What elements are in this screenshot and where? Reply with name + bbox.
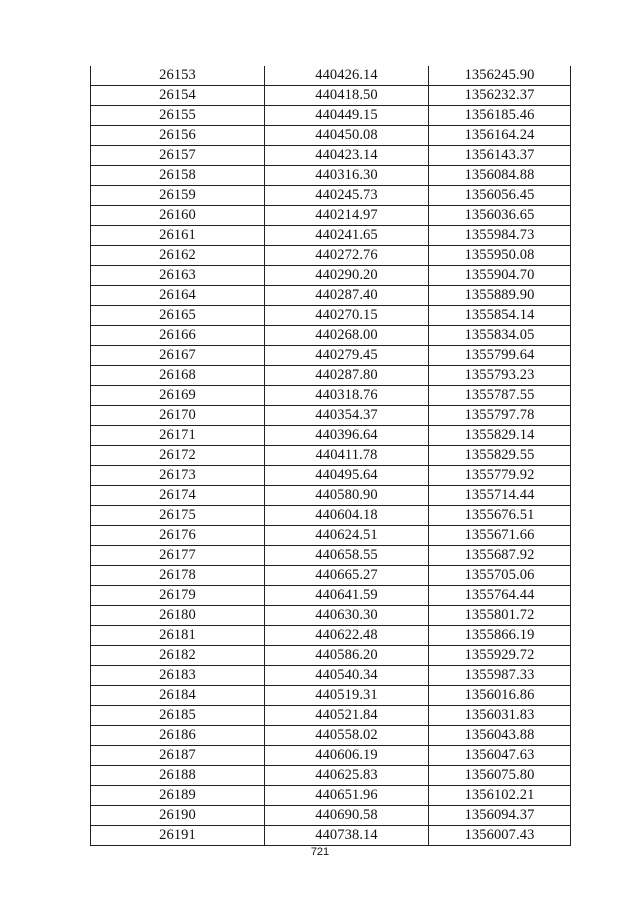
coordinates-table xyxy=(90,66,571,846)
point-id-cell: 26188 xyxy=(91,766,265,786)
x-coordinate-cell: 440279.45 xyxy=(265,346,429,366)
y-coordinate-cell: 1355705.06 xyxy=(429,566,571,586)
coordinates-table-body xyxy=(91,66,571,846)
y-coordinate-cell: 1356143.37 xyxy=(429,146,571,166)
y-coordinate-cell: 1356185.46 xyxy=(429,106,571,126)
table-row xyxy=(91,306,571,326)
x-coordinate-cell: 440354.37 xyxy=(265,406,429,426)
point-id-cell: 26155 xyxy=(91,106,265,126)
point-id-cell: 26159 xyxy=(91,186,265,206)
x-coordinate-cell: 440245.73 xyxy=(265,186,429,206)
x-coordinate-cell: 440586.20 xyxy=(265,646,429,666)
y-coordinate-cell: 1356043.88 xyxy=(429,726,571,746)
point-id-cell: 26160 xyxy=(91,206,265,226)
point-id-cell: 26183 xyxy=(91,666,265,686)
table-row xyxy=(91,806,571,826)
y-coordinate-cell: 1355904.70 xyxy=(429,266,571,286)
point-id-cell: 26163 xyxy=(91,266,265,286)
table-row xyxy=(91,226,571,246)
table-row xyxy=(91,706,571,726)
table-row xyxy=(91,546,571,566)
x-coordinate-cell: 440651.96 xyxy=(265,786,429,806)
table-row xyxy=(91,366,571,386)
y-coordinate-cell: 1355984.73 xyxy=(429,226,571,246)
table-row xyxy=(91,526,571,546)
x-coordinate-cell: 440738.14 xyxy=(265,826,429,846)
x-coordinate-cell: 440411.78 xyxy=(265,446,429,466)
y-coordinate-cell: 1356036.65 xyxy=(429,206,571,226)
table-row xyxy=(91,146,571,166)
point-id-cell: 26177 xyxy=(91,546,265,566)
y-coordinate-cell: 1355787.55 xyxy=(429,386,571,406)
x-coordinate-cell: 440690.58 xyxy=(265,806,429,826)
x-coordinate-cell: 440241.65 xyxy=(265,226,429,246)
y-coordinate-cell: 1355834.05 xyxy=(429,326,571,346)
point-id-cell: 26158 xyxy=(91,166,265,186)
table-row xyxy=(91,606,571,626)
table-row xyxy=(91,166,571,186)
point-id-cell: 26180 xyxy=(91,606,265,626)
x-coordinate-cell: 440540.34 xyxy=(265,666,429,686)
x-coordinate-cell: 440449.15 xyxy=(265,106,429,126)
point-id-cell: 26156 xyxy=(91,126,265,146)
table-row xyxy=(91,66,571,86)
x-coordinate-cell: 440318.76 xyxy=(265,386,429,406)
x-coordinate-cell: 440423.14 xyxy=(265,146,429,166)
x-coordinate-cell: 440214.97 xyxy=(265,206,429,226)
point-id-cell: 26164 xyxy=(91,286,265,306)
x-coordinate-cell: 440521.84 xyxy=(265,706,429,726)
point-id-cell: 26181 xyxy=(91,626,265,646)
x-coordinate-cell: 440519.31 xyxy=(265,686,429,706)
x-coordinate-cell: 440604.18 xyxy=(265,506,429,526)
point-id-cell: 26173 xyxy=(91,466,265,486)
point-id-cell: 26174 xyxy=(91,486,265,506)
table-row xyxy=(91,86,571,106)
x-coordinate-cell: 440658.55 xyxy=(265,546,429,566)
table-row xyxy=(91,326,571,346)
table-row xyxy=(91,286,571,306)
y-coordinate-cell: 1355801.72 xyxy=(429,606,571,626)
point-id-cell: 26166 xyxy=(91,326,265,346)
x-coordinate-cell: 440624.51 xyxy=(265,526,429,546)
x-coordinate-cell: 440270.15 xyxy=(265,306,429,326)
y-coordinate-cell: 1356031.83 xyxy=(429,706,571,726)
x-coordinate-cell: 440580.90 xyxy=(265,486,429,506)
x-coordinate-cell: 440290.20 xyxy=(265,266,429,286)
table-row xyxy=(91,466,571,486)
point-id-cell: 26179 xyxy=(91,586,265,606)
y-coordinate-cell: 1356007.43 xyxy=(429,826,571,846)
table-row xyxy=(91,626,571,646)
table-row xyxy=(91,506,571,526)
table-row xyxy=(91,826,571,846)
table-row xyxy=(91,726,571,746)
x-coordinate-cell: 440268.00 xyxy=(265,326,429,346)
y-coordinate-cell: 1355779.92 xyxy=(429,466,571,486)
point-id-cell: 26190 xyxy=(91,806,265,826)
point-id-cell: 26171 xyxy=(91,426,265,446)
point-id-cell: 26182 xyxy=(91,646,265,666)
table-row xyxy=(91,426,571,446)
table-row xyxy=(91,746,571,766)
point-id-cell: 26175 xyxy=(91,506,265,526)
point-id-cell: 26162 xyxy=(91,246,265,266)
x-coordinate-cell: 440418.50 xyxy=(265,86,429,106)
x-coordinate-cell: 440396.64 xyxy=(265,426,429,446)
table-row xyxy=(91,766,571,786)
x-coordinate-cell: 440622.48 xyxy=(265,626,429,646)
x-coordinate-cell: 440630.30 xyxy=(265,606,429,626)
point-id-cell: 26191 xyxy=(91,826,265,846)
x-coordinate-cell: 440665.27 xyxy=(265,566,429,586)
y-coordinate-cell: 1355797.78 xyxy=(429,406,571,426)
point-id-cell: 26185 xyxy=(91,706,265,726)
x-coordinate-cell: 440316.30 xyxy=(265,166,429,186)
point-id-cell: 26189 xyxy=(91,786,265,806)
point-id-cell: 26176 xyxy=(91,526,265,546)
point-id-cell: 26169 xyxy=(91,386,265,406)
y-coordinate-cell: 1356084.88 xyxy=(429,166,571,186)
table-row xyxy=(91,186,571,206)
page-number: 721 xyxy=(310,846,330,858)
table-row xyxy=(91,566,571,586)
y-coordinate-cell: 1355950.08 xyxy=(429,246,571,266)
y-coordinate-cell: 1355764.44 xyxy=(429,586,571,606)
table-row xyxy=(91,666,571,686)
table-row xyxy=(91,386,571,406)
y-coordinate-cell: 1356075.80 xyxy=(429,766,571,786)
x-coordinate-cell: 440495.64 xyxy=(265,466,429,486)
table-row xyxy=(91,586,571,606)
y-coordinate-cell: 1356245.90 xyxy=(429,66,571,86)
y-coordinate-cell: 1355671.66 xyxy=(429,526,571,546)
table-row xyxy=(91,206,571,226)
y-coordinate-cell: 1355929.72 xyxy=(429,646,571,666)
table-row xyxy=(91,686,571,706)
point-id-cell: 26178 xyxy=(91,566,265,586)
point-id-cell: 26187 xyxy=(91,746,265,766)
x-coordinate-cell: 440426.14 xyxy=(265,66,429,86)
table-row xyxy=(91,106,571,126)
table-row xyxy=(91,346,571,366)
table-row xyxy=(91,126,571,146)
point-id-cell: 26157 xyxy=(91,146,265,166)
x-coordinate-cell: 440287.80 xyxy=(265,366,429,386)
point-id-cell: 26165 xyxy=(91,306,265,326)
y-coordinate-cell: 1355793.23 xyxy=(429,366,571,386)
x-coordinate-cell: 440272.76 xyxy=(265,246,429,266)
table-row xyxy=(91,446,571,466)
table-row xyxy=(91,646,571,666)
y-coordinate-cell: 1356056.45 xyxy=(429,186,571,206)
point-id-cell: 26170 xyxy=(91,406,265,426)
y-coordinate-cell: 1356232.37 xyxy=(429,86,571,106)
point-id-cell: 26186 xyxy=(91,726,265,746)
y-coordinate-cell: 1355676.51 xyxy=(429,506,571,526)
x-coordinate-cell: 440606.19 xyxy=(265,746,429,766)
y-coordinate-cell: 1355987.33 xyxy=(429,666,571,686)
x-coordinate-cell: 440287.40 xyxy=(265,286,429,306)
point-id-cell: 26167 xyxy=(91,346,265,366)
table-row xyxy=(91,406,571,426)
table-row xyxy=(91,786,571,806)
point-id-cell: 26161 xyxy=(91,226,265,246)
y-coordinate-cell: 1355889.90 xyxy=(429,286,571,306)
y-coordinate-cell: 1355829.14 xyxy=(429,426,571,446)
table-row xyxy=(91,486,571,506)
y-coordinate-cell: 1355829.55 xyxy=(429,446,571,466)
y-coordinate-cell: 1355714.44 xyxy=(429,486,571,506)
point-id-cell: 26154 xyxy=(91,86,265,106)
x-coordinate-cell: 440641.59 xyxy=(265,586,429,606)
y-coordinate-cell: 1356164.24 xyxy=(429,126,571,146)
point-id-cell: 26184 xyxy=(91,686,265,706)
point-id-cell: 26153 xyxy=(91,66,265,86)
y-coordinate-cell: 1355866.19 xyxy=(429,626,571,646)
table-row xyxy=(91,246,571,266)
point-id-cell: 26168 xyxy=(91,366,265,386)
y-coordinate-cell: 1356016.86 xyxy=(429,686,571,706)
y-coordinate-cell: 1356102.21 xyxy=(429,786,571,806)
y-coordinate-cell: 1356094.37 xyxy=(429,806,571,826)
point-id-cell: 26172 xyxy=(91,446,265,466)
y-coordinate-cell: 1355799.64 xyxy=(429,346,571,366)
x-coordinate-cell: 440625.83 xyxy=(265,766,429,786)
y-coordinate-cell: 1355687.92 xyxy=(429,546,571,566)
y-coordinate-cell: 1355854.14 xyxy=(429,306,571,326)
y-coordinate-cell: 1356047.63 xyxy=(429,746,571,766)
x-coordinate-cell: 440450.08 xyxy=(265,126,429,146)
table-row xyxy=(91,266,571,286)
x-coordinate-cell: 440558.02 xyxy=(265,726,429,746)
